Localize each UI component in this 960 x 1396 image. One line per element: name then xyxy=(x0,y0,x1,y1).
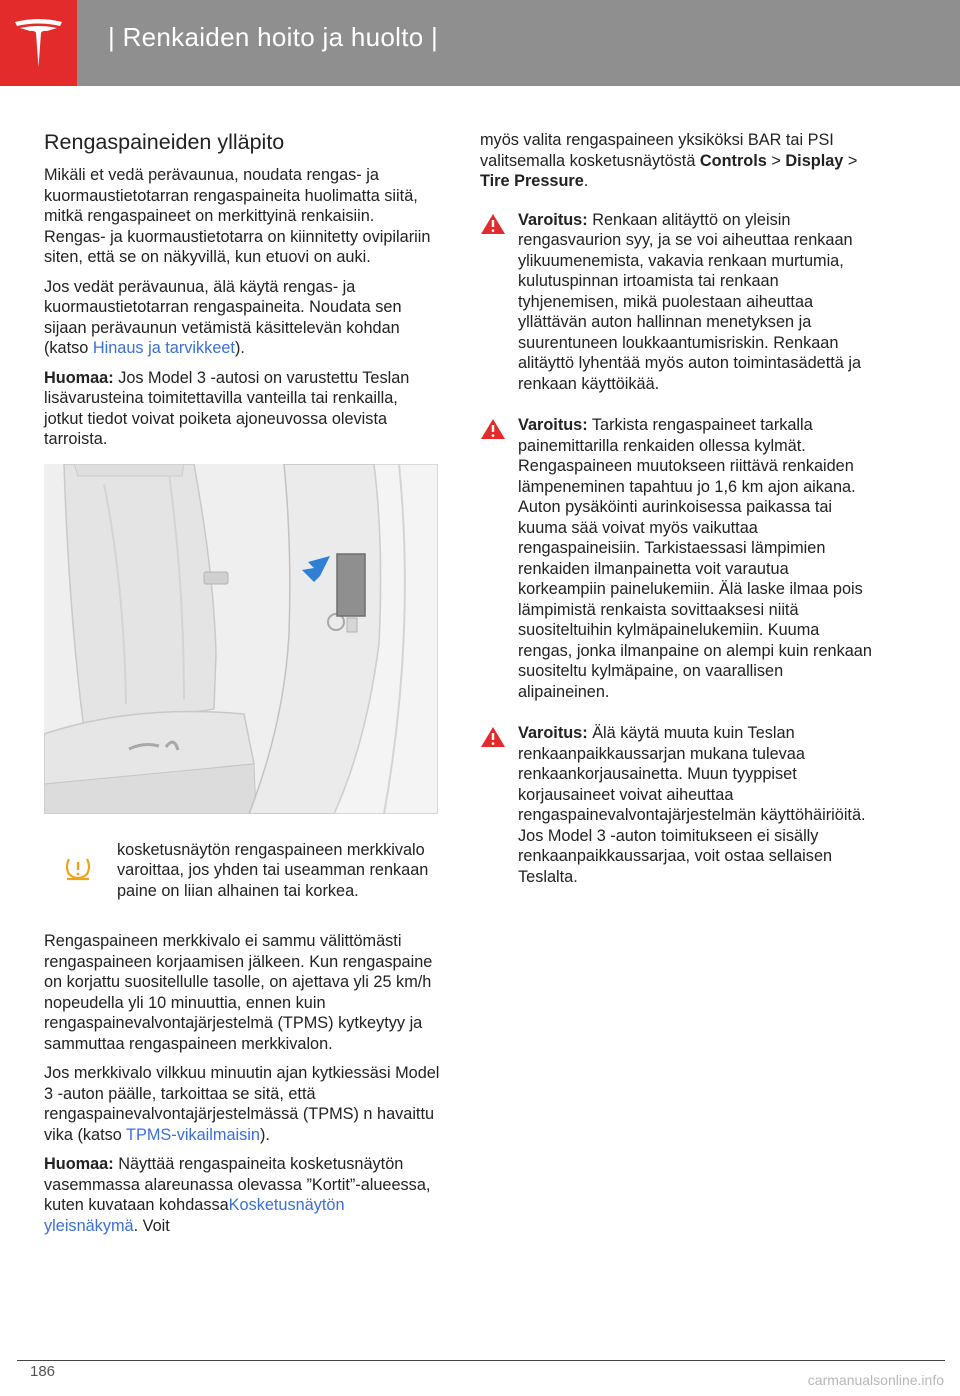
paragraph: Rengaspaineen merkkivalo ei sammu välittömästi rengaspaineen korjaamisen jälkeen. Kun rengaspaine on korjattu suositellulle tasolle, on ajettava yli 25 km/h nopeudella yli 10 minuuttia, ennen kuin rengaspainevalvontajärjestelmä (TPMS) kytkeytyy ja sammuttaa rengaspaineen merkkivalon. xyxy=(44,932,433,1053)
note xyxy=(44,1154,440,1236)
left-column xyxy=(44,128,440,1245)
warning-text: Renkaan alitäyttö on yleisin rengasvaurion syy, ja se voi aiheuttaa renkaan ylikuumenemista, vakavia renkaan murtumia, kulutuspinnan irtoamista tai renkaan tyhjenemisen, mikä puolestaan aiheuttaa yllättävän auton hallinnan menetyksen ja suurentuneen loukkaantumisriskin. Renkaan alitäyttö lyhentää myös auton toimintasädettä ja renkaan käyttöikää. xyxy=(518,210,862,393)
paragraph-text: Jos merkkivalo vilkkuu minuutin ajan kytkiessäsi Model 3 -auton päälle, tarkoittaa se sitä, että rengaspainevalvontajärjestelmässä (TPMS) n havaittu vika (katso xyxy=(44,1064,440,1144)
warning-triangle-icon xyxy=(480,418,506,440)
paragraph xyxy=(480,130,872,192)
menu-separator: > xyxy=(766,151,786,170)
warning-block xyxy=(480,210,872,395)
tpms-fault-link[interactable]: TPMS-vikailmaisin xyxy=(126,1125,260,1144)
paragraph-text: myös valita rengaspaineen yksiköksi BAR tai PSI valitsemalla kosketusnäytöstä xyxy=(480,131,834,170)
note-text: Näyttää rengaspaineita kosketusnäytön vasemmassa alareunassa olevassa ”Kortit”-alueessa, kuten kuvataan kohdassa xyxy=(44,1155,431,1214)
warning-label: Varoitus: xyxy=(518,724,588,742)
menu-separator: > xyxy=(843,151,858,170)
warning-text: Tarkista rengaspaineet tarkalla painemittarilla renkaiden ollessa kylmät. Rengaspaineen muutokseen riittävä renkaiden lämpeneminen tapahtuu jo 1,6 km ajon aikana. Auton pysäköinti aurinkoisessa paikassa tai kuuma sää voivat myös vaikuttaa rengaspaineisiin. Tarkistaessasi lämpimien renkaiden ilmanpainetta voit varautua korkeampiin painelukemiin. Älä laske ilmaa pois lämpimistä renkaista sovittaaksesi niitä suositeltuihin kylmäpainelukemiin. Kuuma rengas, jonka ilmanpaine on alempi kuin renkaan suositeltu kylmäpaine, on vaarallisen alipaineinen. xyxy=(518,416,872,701)
note xyxy=(44,368,440,450)
paragraph: Mikäli et vedä perävaunua, noudata rengas- ja kuormaustietotarran rengaspaineita huolimatta siitä, mitkä rengaspaineet on merkittyinä renkaisiin. Rengas- ja kuormaustietotarra on kiinnitetty ovipilariin siten, että se on näkyvillä, kun etuovi on auki. xyxy=(44,166,431,266)
note-label: Huomaa: xyxy=(44,368,114,387)
note-label: Huomaa: xyxy=(44,1155,114,1173)
note-text: . Voit xyxy=(133,1216,170,1235)
warning-text: Älä käytä muuta kuin Teslan renkaanpaikkaussarjan mukana tulevaa renkaankorjausainetta. Muun tyyppiset korjausaineet voivat aiheuttaa rengaspainevalvontajärjestelmän käyttöhäiriöitä. Jos Model 3 -auton toimitukseen ei sisälly renkaanpaikkaussarjaa, voit ostaa sellaisen Teslalta. xyxy=(518,724,866,886)
right-column xyxy=(480,130,872,908)
touchscreen-overview-link[interactable]: Kosketusnäytön yleisnäkymä xyxy=(44,1196,345,1235)
tesla-logo-icon xyxy=(13,17,64,69)
tesla-logo xyxy=(0,0,77,86)
warning-triangle-icon xyxy=(480,726,506,748)
warning-label: Varoitus: xyxy=(518,416,588,434)
car-seat-image xyxy=(44,464,438,814)
indicator-text: kosketusnäytön rengaspaineen merkkivalo varoittaa, jos yhden tai useamman renkaan paine on liian alhainen tai korkea. xyxy=(117,840,429,900)
chapter-title: | Renkaiden hoito ja huolto | xyxy=(108,22,439,52)
warning-triangle-icon xyxy=(480,213,506,235)
page-number: 186 xyxy=(30,1363,56,1380)
menu-controls: Controls xyxy=(699,151,767,170)
menu-display: Display xyxy=(785,151,844,170)
warning-block xyxy=(480,723,872,887)
paragraph-text: Jos vedät perävaunua, älä käytä rengas- ja kuormaustietotarran rengaspaineita. Noudata sen sijaan perävaunun vetämistä käsittelevän kohdan (katso xyxy=(44,277,402,357)
towing-link[interactable]: Hinaus ja tarvikkeet xyxy=(92,339,235,357)
note-text: Jos Model 3 -autosi on varustettu Teslan lisävarusteina toimitettavilla vanteilla tai renkailla, jotkut tiedot voivat poiketa ajoneuvossa olevista tarroista. xyxy=(44,368,410,448)
footer-divider xyxy=(17,1360,945,1361)
section-title: Rengaspaineiden ylläpito xyxy=(44,130,285,154)
warning-label: Varoitus: xyxy=(518,210,588,229)
paragraph-text: . xyxy=(583,172,589,190)
paragraph xyxy=(44,277,440,359)
paragraph-text: ). xyxy=(259,1125,270,1144)
page-header xyxy=(0,0,960,86)
tpms-indicator-callout xyxy=(44,840,440,902)
paragraph-text: ). xyxy=(234,339,245,357)
menu-tire-pressure: Tire Pressure xyxy=(480,172,584,190)
tire-pressure-warning-icon xyxy=(64,856,92,882)
paragraph xyxy=(44,1063,440,1145)
door-pillar-label-illustration xyxy=(44,464,438,814)
watermark: carmanualsonline.info xyxy=(807,1372,944,1388)
warning-block xyxy=(480,415,872,702)
